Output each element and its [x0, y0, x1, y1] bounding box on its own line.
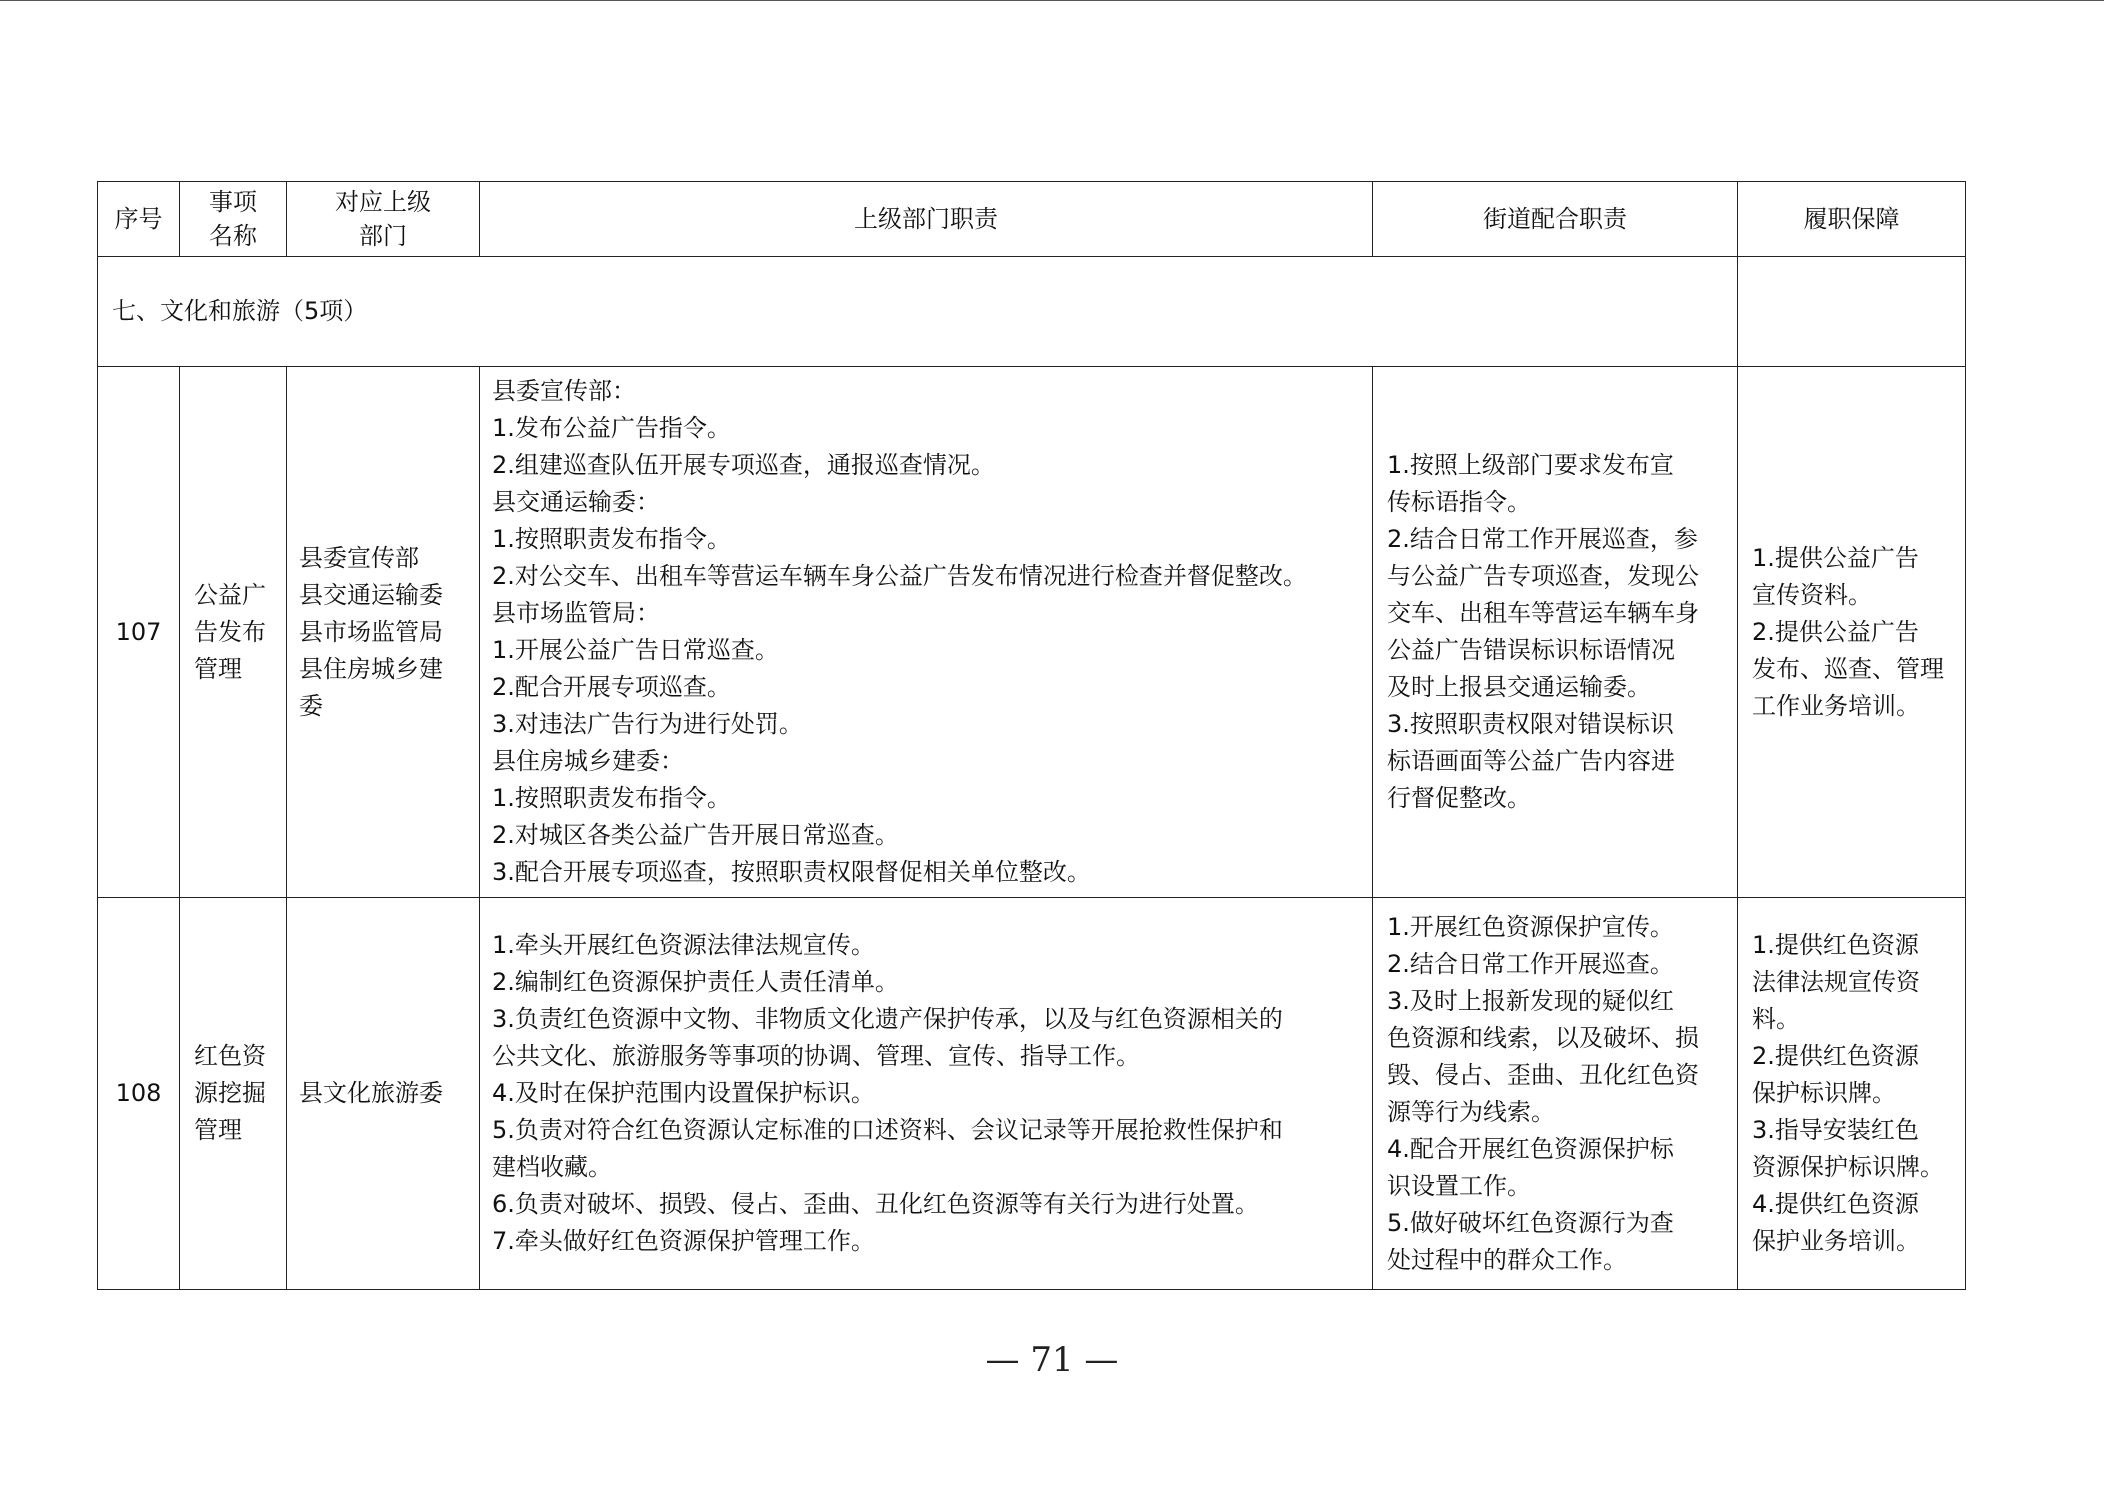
header-superior-duties-text: 上级部门职责	[854, 205, 998, 233]
street-duty-line: 公益广告错误标识标语情况	[1387, 636, 1675, 664]
duty-line: 7.牵头做好红色资源保护管理工作。	[492, 1227, 875, 1255]
duty-line: 1.发布公益广告指令。	[492, 414, 731, 442]
item-name-cell	[180, 898, 287, 1290]
street-duty-line: 识设置工作。	[1387, 1171, 1531, 1200]
superior-dept-cell	[287, 898, 480, 1290]
guarantee-line: 2.提供公益广告	[1752, 617, 1919, 646]
street-duty-line: 3.按照职责权限对错误标识	[1387, 710, 1674, 738]
guarantee-line: 资源保护标识牌。	[1752, 1153, 1944, 1181]
dept-line: 县交通运输委	[299, 580, 443, 609]
street-duty-line: 源等行为线索。	[1387, 1097, 1555, 1126]
duty-line: 县市场监管局：	[492, 599, 660, 627]
item-name-line: 管理	[194, 654, 242, 683]
item-name-line: 告发布	[194, 617, 266, 646]
guarantee-line: 保护标识牌。	[1752, 1079, 1896, 1107]
header-item-name	[180, 182, 287, 257]
duty-line: 1.牵头开展红色资源法律法规宣传。	[492, 931, 875, 959]
duty-line: 1.按照职责发布指令。	[492, 784, 731, 812]
street-duty-line: 标语画面等公益广告内容进	[1387, 747, 1675, 775]
street-duty-line: 5.做好破坏红色资源行为查	[1387, 1208, 1674, 1237]
dept-line: 县市场监管局	[299, 617, 443, 646]
section-title-cell	[98, 257, 1738, 367]
duty-line: 3.配合开展专项巡查，按照职责权限督促相关单位整改。	[492, 858, 1091, 886]
street-duty-line: 3.及时上报新发现的疑似红	[1387, 986, 1674, 1015]
guarantee-line: 3.指导安装红色	[1752, 1116, 1919, 1144]
street-duties-cell	[1373, 367, 1738, 898]
duty-line: 3.负责红色资源中文物、非物质文化遗产保护传承，以及与红色资源相关的	[492, 1005, 1283, 1033]
guarantee-line: 保护业务培训。	[1752, 1227, 1920, 1255]
duty-line: 2.对城区各类公益广告开展日常巡查。	[492, 821, 899, 849]
street-duty-line: 处过程中的群众工作。	[1387, 1245, 1627, 1274]
street-duty-line: 毁、侵占、歪曲、丑化红色资	[1387, 1060, 1699, 1089]
street-duties-cell	[1373, 898, 1738, 1290]
dept-line: 委	[299, 691, 323, 720]
street-duty-line: 2.结合日常工作开展巡查。	[1387, 949, 1674, 978]
section-empty-cell	[1738, 257, 1966, 367]
street-duty-line: 传标语指令。	[1387, 488, 1531, 516]
table-row	[98, 898, 1966, 1290]
top-border-line	[0, 0, 2104, 1]
dept-line: 县委宣传部	[299, 543, 419, 572]
item-name-line: 管理	[194, 1116, 242, 1144]
guarantee-cell	[1738, 898, 1966, 1290]
duty-line: 4.及时在保护范围内设置保护标识。	[492, 1079, 875, 1107]
row-number-text: 107	[115, 617, 162, 646]
row-number	[98, 367, 180, 898]
guarantee-line: 1.提供公益广告	[1752, 543, 1919, 572]
street-duty-line: 1.开展红色资源保护宣传。	[1387, 912, 1674, 941]
page-number: — 71 —	[985, 1340, 1119, 1380]
item-name-line: 红色资	[194, 1042, 266, 1070]
street-duty-line: 2.结合日常工作开展巡查，参	[1387, 525, 1698, 553]
header-number	[98, 182, 180, 257]
item-name-line: 公益广	[194, 580, 266, 609]
header-superior-dept-text: 对应上级 部门	[335, 188, 431, 250]
row-number-text: 108	[115, 1079, 162, 1107]
dept-line: 县文化旅游委	[299, 1079, 443, 1107]
duty-line: 6.负责对破坏、损毁、侵占、歪曲、丑化红色资源等有关行为进行处置。	[492, 1190, 1259, 1218]
header-superior-dept	[287, 182, 480, 257]
street-duty-line: 与公益广告专项巡查，发现公	[1387, 562, 1699, 590]
guarantee-line: 2.提供红色资源	[1752, 1042, 1919, 1070]
header-superior-duties	[480, 182, 1373, 257]
street-duty-line: 4.配合开展红色资源保护标	[1387, 1134, 1674, 1163]
duty-line: 县住房城乡建委：	[492, 747, 684, 775]
duty-line: 3.对违法广告行为进行处罚。	[492, 710, 803, 738]
guarantee-line: 法律法规宣传资	[1752, 968, 1920, 996]
guarantee-line: 宣传资料。	[1752, 580, 1872, 609]
superior-dept-cell	[287, 367, 480, 898]
street-duty-line: 及时上报县交通运输委。	[1387, 673, 1651, 701]
guarantee-line: 发布、巡查、管理	[1752, 654, 1944, 683]
duty-line: 1.按照职责发布指令。	[492, 525, 731, 553]
duty-line: 县委宣传部：	[492, 377, 636, 405]
duty-line: 公共文化、旅游服务等事项的协调、管理、宣传、指导工作。	[492, 1042, 1140, 1070]
street-duty-line: 行督促整改。	[1387, 784, 1531, 812]
header-item-name-text: 事项 名称	[209, 188, 257, 250]
duty-line: 2.组建巡查队伍开展专项巡查，通报巡查情况。	[492, 451, 995, 479]
item-name-line: 源挖掘	[194, 1079, 266, 1107]
guarantee-line: 1.提供红色资源	[1752, 931, 1919, 959]
row-number	[98, 898, 180, 1290]
header-street-duties-text: 街道配合职责	[1483, 205, 1627, 233]
header-guarantee	[1738, 182, 1966, 257]
duty-line: 1.开展公益广告日常巡查。	[492, 636, 779, 664]
dept-line: 县住房城乡建	[299, 654, 443, 683]
duty-table	[97, 181, 1966, 1290]
table-header-row	[98, 182, 1966, 257]
duty-line: 2.对公交车、出租车等营运车辆车身公益广告发布情况进行检查并督促整改。	[492, 562, 1307, 590]
item-name-cell	[180, 367, 287, 898]
section-row	[98, 257, 1966, 367]
section-title: 七、文化和旅游（5项）	[112, 297, 368, 325]
duty-line: 建档收藏。	[492, 1153, 612, 1181]
street-duty-line: 交车、出租车等营运车辆车身	[1387, 599, 1699, 627]
header-street-duties	[1373, 182, 1738, 257]
header-guarantee-text: 履职保障	[1803, 205, 1900, 233]
guarantee-line: 料。	[1752, 1005, 1800, 1033]
guarantee-cell	[1738, 367, 1966, 898]
street-duty-line: 色资源和线索，以及破坏、损	[1387, 1023, 1699, 1052]
duty-line: 5.负责对符合红色资源认定标准的口述资料、会议记录等开展抢救性保护和	[492, 1116, 1283, 1144]
guarantee-line: 4.提供红色资源	[1752, 1190, 1919, 1218]
duty-line: 2.编制红色资源保护责任人责任清单。	[492, 968, 899, 996]
duty-line: 县交通运输委：	[492, 488, 660, 516]
table-row	[98, 367, 1966, 898]
superior-duties-cell	[480, 367, 1373, 898]
superior-duties-cell	[480, 898, 1373, 1290]
duty-line: 2.配合开展专项巡查。	[492, 673, 731, 701]
guarantee-line: 工作业务培训。	[1752, 691, 1920, 720]
header-number-text: 序号	[114, 205, 163, 233]
street-duty-line: 1.按照上级部门要求发布宣	[1387, 451, 1674, 479]
